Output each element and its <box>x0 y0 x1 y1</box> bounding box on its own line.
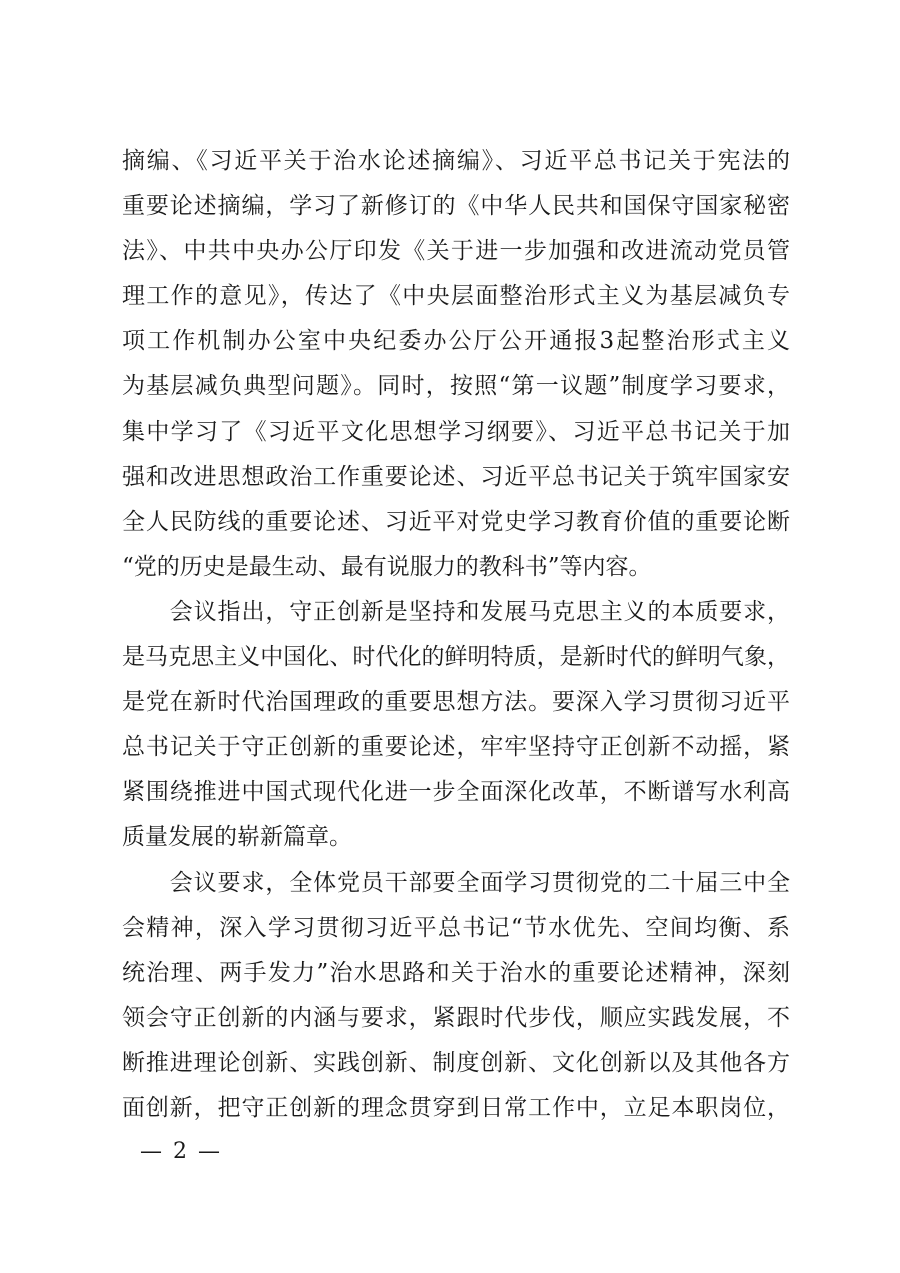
text-line: 领会守正创新的内涵与要求，紧跟时代步伐，顺应实践发展，不 <box>122 1004 790 1031</box>
text-line: 全人民防线的重要论述、习近平对党史学习教育价值的重要论断 <box>122 508 790 535</box>
text-line: 摘编、《习近平关于治水论述摘编》、习近平总书记关于宪法的 <box>122 148 790 174</box>
text-line: 是马克思主义中国化、时代化的鲜明特质，是新时代的鲜明气象， <box>122 644 790 671</box>
text-line: 总书记关于守正创新的重要论述，牢牢坚持守正创新不动摇，紧 <box>122 734 790 761</box>
text-line: 是党在新时代治国理政的重要思想方法。要深入学习贯彻习近平 <box>122 689 790 716</box>
text-line: 紧围绕推进中国式现代化进一步全面深化改革，不断谱写水利高 <box>122 779 790 806</box>
text-line: 强和改进思想政治工作重要论述、习近平总书记关于筑牢国家安 <box>122 463 790 490</box>
text-line: 质量发展的崭新篇章。 <box>122 824 352 851</box>
text-line: 项工作机制办公室中央纪委办公厅公开通报3起整治形式主义 <box>122 328 790 355</box>
text-line: 面创新，把守正创新的理念贯穿到日常工作中，立足本职岗位， <box>122 1094 790 1121</box>
text-line: 为基层减负典型问题》。同时，按照“第一议题”制度学习要求， <box>122 373 790 400</box>
text-line: 集中学习了《习近平文化思想学习纲要》、习近平总书记关于加 <box>122 418 790 445</box>
text-line: “党的历史是最生动、最有说服力的教科书”等内容。 <box>122 553 652 580</box>
body-text <box>122 139 790 1131</box>
text-line: 法》、中共中央办公厅印发《关于进一步加强和改进流动党员管 <box>122 238 790 265</box>
text-line: 会议要求，全体党员干部要全面学习贯彻党的二十届三中全 <box>122 869 790 896</box>
text-line: 断推进理论创新、实践创新、制度创新、文化创新以及其他各方 <box>122 1049 790 1076</box>
page-number: — 2 — <box>140 1139 222 1164</box>
text-line: 统治理、两手发力”治水思路和关于治水的重要论述精神，深刻 <box>122 959 790 986</box>
text-line: 重要论述摘编，学习了新修订的《中华人民共和国保守国家秘密 <box>122 193 790 220</box>
text-line: 会议指出，守正创新是坚持和发展马克思主义的本质要求， <box>122 598 790 625</box>
text-line: 会精神，深入学习贯彻习近平总书记“节水优先、空间均衡、系 <box>122 914 790 941</box>
text-line: 理工作的意见》，传达了《中央层面整治形式主义为基层减负专 <box>122 283 790 310</box>
